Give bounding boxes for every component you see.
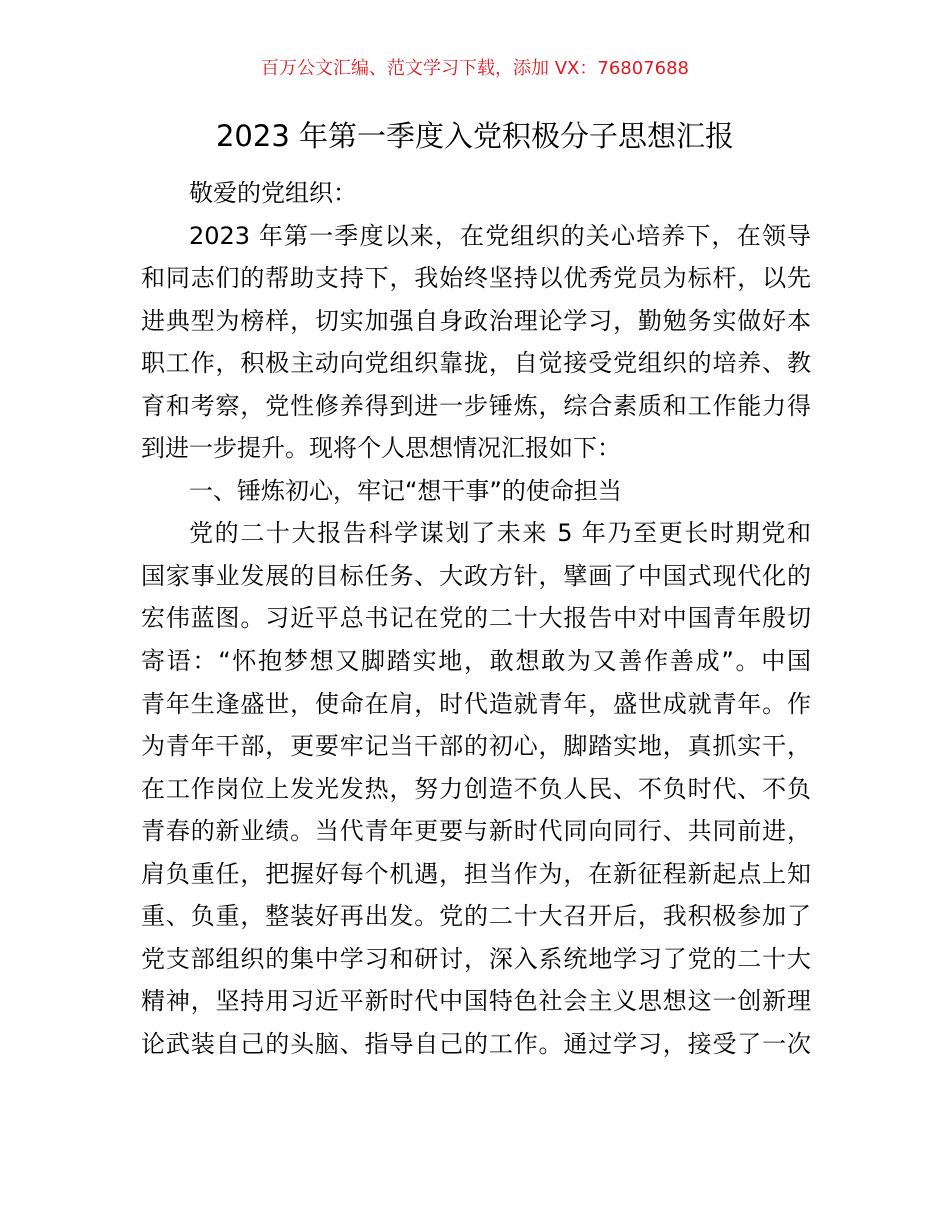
paragraph-line: 宏伟蓝图。习近平总书记在党的二十大报告中对中国青年殷切 xyxy=(141,604,811,633)
paragraph-line: 到进一步提升。现将个人思想情况汇报如下： xyxy=(141,434,621,463)
paragraph-line: 重、负重，整装好再出发。党的二十大召开后，我积极参加了 xyxy=(141,902,811,931)
paragraph-line: 论武装自己的头脑、指导自己的工作。通过学习，接受了一次 xyxy=(141,1029,811,1058)
section-heading: 一、锤炼初心，牢记“想干事”的使命担当 xyxy=(189,476,622,505)
paragraph-line: 2023 年第一季度以来，在党组织的关心培养下，在领导 xyxy=(189,221,811,250)
paragraph-line: 肩负重任，把握好每个机遇，担当作为，在新征程新起点上知 xyxy=(141,859,811,888)
paragraph-line: 进典型为榜样，切实加强自身政治理论学习，勤勉务实做好本 xyxy=(141,306,811,335)
document-body xyxy=(141,172,811,1065)
paragraph-line: 党的二十大报告科学谋划了未来 5 年乃至更长时期党和 xyxy=(189,519,811,548)
paragraph-line: 精神，坚持用习近平新时代中国特色社会主义思想这一创新理 xyxy=(141,987,811,1016)
paragraph-line: 青春的新业绩。当代青年更要与新时代同向同行、共同前进， xyxy=(141,817,811,846)
document-title: 2023 年第一季度入党积极分子思想汇报 xyxy=(215,119,735,153)
paragraph-line: 党支部组织的集中学习和研讨，深入系统地学习了党的二十大 xyxy=(141,944,811,973)
paragraph-line: 在工作岗位上发光发热，努力创造不负人民、不负时代、不负 xyxy=(141,774,811,803)
section-paragraph xyxy=(141,512,811,1065)
watermark-banner: 百万公文汇编、范文学习下载，添加 VX：76807688 xyxy=(261,58,689,79)
paragraph-line: 为青年干部，更要牢记当干部的初心，脚踏实地，真抓实干， xyxy=(141,732,811,761)
salutation: 敬爱的党组织： xyxy=(189,179,357,207)
paragraph-line: 寄语：“怀抱梦想又脚踏实地，敢想敢为又善作善成”。中国 xyxy=(141,647,811,676)
paragraph-line: 职工作，积极主动向党组织靠拢，自觉接受党组织的培养、教 xyxy=(141,349,811,378)
paragraph-line: 国家事业发展的目标任务、大政方针，擘画了中国式现代化的 xyxy=(141,561,811,590)
paragraph-line: 和同志们的帮助支持下，我始终坚持以优秀党员为标杆，以先 xyxy=(141,264,811,293)
paragraph-line: 青年生逢盛世，使命在肩，时代造就青年，盛世成就青年。作 xyxy=(141,689,811,718)
paragraph-line: 育和考察，党性修养得到进一步锤炼，综合素质和工作能力得 xyxy=(141,391,811,420)
intro-paragraph xyxy=(141,215,811,470)
